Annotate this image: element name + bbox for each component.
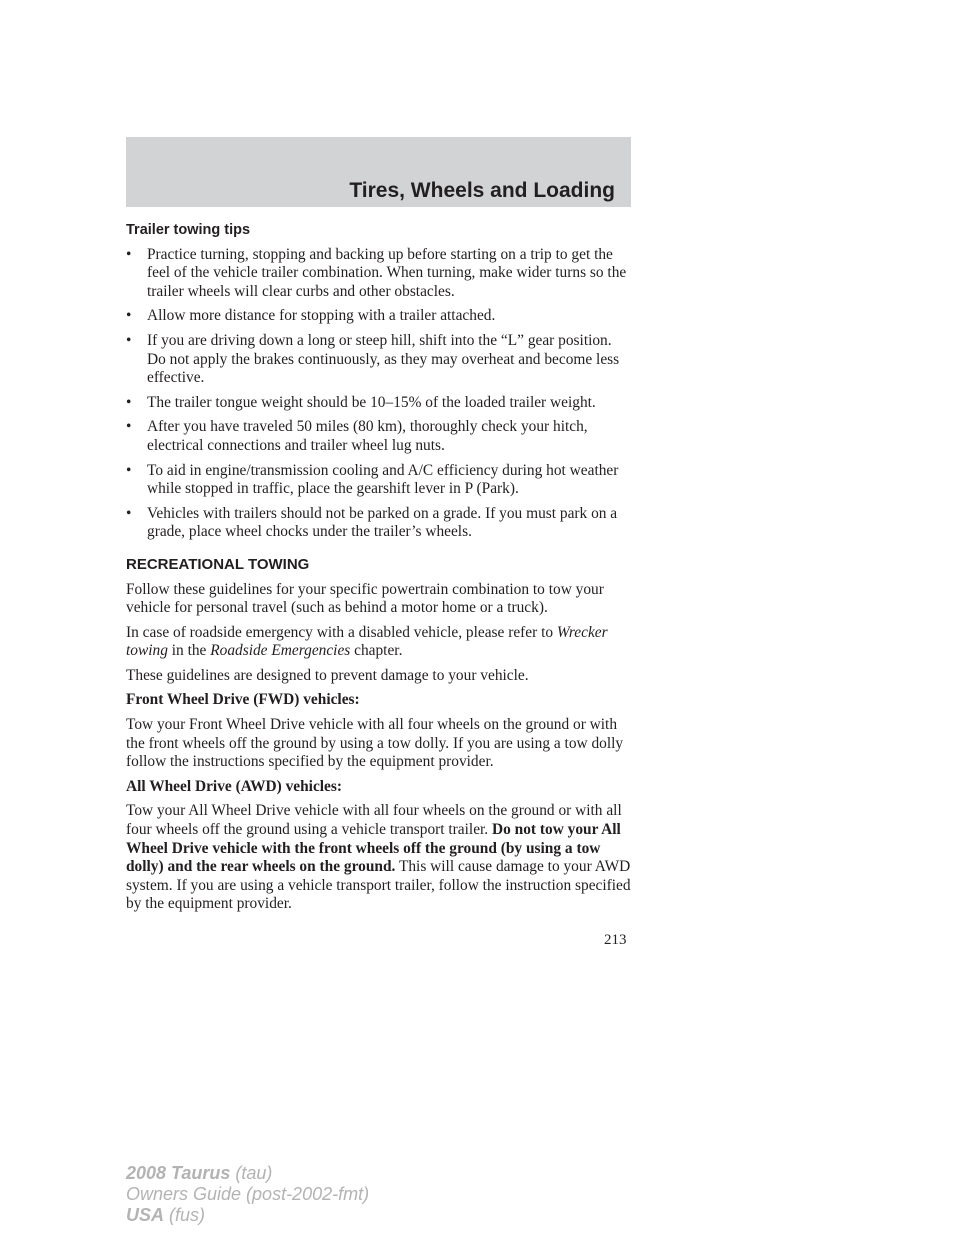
bullet-icon: • xyxy=(126,307,132,325)
awd-body-start: Tow your All Wheel Drive vehicle with all four wheels on the ground or with all four wheels off the ground using a vehicle transport trailer. xyxy=(126,802,622,839)
recreational-intro: Follow these guidelines for your specific powertrain combination to tow your vehicle for personal travel (such as behind a motor home or a truck). xyxy=(126,580,604,617)
footer-line-3 xyxy=(126,1205,369,1226)
tip-item xyxy=(126,307,634,326)
tips-list xyxy=(126,246,634,542)
bullet-icon: • xyxy=(126,418,132,436)
roadside-emergencies-ref: Roadside Emergencies xyxy=(210,642,351,660)
chapter-title: Tires, Wheels and Loading xyxy=(349,179,615,202)
tip-item xyxy=(126,462,634,499)
tip-item xyxy=(126,505,634,542)
footer-model: 2008 Taurus xyxy=(126,1163,231,1183)
tip-text: Vehicles with trailers should not be parked on a grade. If you must park on a grade, place wheel chocks under the trailer’s wheels. xyxy=(147,504,618,541)
page-number: 213 xyxy=(604,932,627,948)
tip-item xyxy=(126,332,634,388)
bullet-icon: • xyxy=(126,393,132,411)
tip-text: Practice turning, stopping and backing up before starting on a trip to get the feel of the vehicle trailer combination. When turning, make wider turns so the trailer wheels will clear curbs and other obstacles. xyxy=(147,245,627,300)
awd-heading: All Wheel Drive (AWD) vehicles: xyxy=(126,777,342,795)
emergency-suffix: chapter. xyxy=(350,642,403,660)
tip-text: If you are driving down a long or steep hill, shift into the “L” gear position. Do not apply the brakes continuously, as they may overheat and become less effective. xyxy=(147,331,620,387)
footer-line-1 xyxy=(126,1163,369,1184)
footer-market: USA xyxy=(126,1205,165,1225)
tip-text: Allow more distance for stopping with a trailer attached. xyxy=(147,307,496,325)
footer-line-2: Owners Guide (post-2002-fmt) xyxy=(126,1184,370,1204)
header-band xyxy=(126,137,631,207)
footer-model-code: (tau) xyxy=(230,1163,273,1183)
emergency-prefix: In case of roadside emergency with a disabled vehicle, please refer to xyxy=(126,623,557,641)
bullet-icon: • xyxy=(126,331,132,349)
bullet-icon: • xyxy=(126,504,132,522)
bullet-icon: • xyxy=(126,461,132,479)
tip-text: The trailer tongue weight should be 10–15% of the loaded trailer weight. xyxy=(147,393,596,411)
recreational-heading: RECREATIONAL TOWING xyxy=(126,555,310,573)
footer-market-code: (fus) xyxy=(164,1205,206,1225)
tips-heading: Trailer towing tips xyxy=(126,222,251,238)
tip-item xyxy=(126,394,634,413)
fwd-body: Tow your Front Wheel Drive vehicle with all four wheels on the ground or with the front wheels off the ground by using a tow dolly. If you are using a tow dolly follow the instructions specified by the equipment provider. xyxy=(126,716,624,771)
guidelines-paragraph: These guidelines are designed to prevent damage to your vehicle. xyxy=(126,666,529,684)
awd-body-end: This will cause damage to your AWD system. If you are using a vehicle transport trailer, follow the instruction specified by the equipment provider. xyxy=(126,858,631,913)
tip-item xyxy=(126,418,634,455)
emergency-paragraph xyxy=(126,624,634,661)
fwd-heading: Front Wheel Drive (FWD) vehicles: xyxy=(126,691,360,709)
tip-item xyxy=(126,246,634,302)
emergency-middle: in the xyxy=(167,642,211,660)
bullet-icon: • xyxy=(126,245,132,263)
awd-warning: Do not tow your All Wheel Drive vehicle with the front wheels off the ground (by using a tow dolly) and the rear wheels on the ground. xyxy=(126,821,621,876)
awd-body xyxy=(126,802,634,914)
footer-imprint xyxy=(126,1163,369,1226)
page-content xyxy=(126,221,634,920)
tip-text: To aid in engine/transmission cooling and A/C efficiency during hot weather while stopped in traffic, place the gearshift lever in P (Park). xyxy=(147,461,619,498)
wrecker-towing-ref: Wrecker towing xyxy=(126,623,608,660)
tip-text: After you have traveled 50 miles (80 km), thoroughly check your hitch, electrical connections and trailer wheel lug nuts. xyxy=(147,418,588,454)
